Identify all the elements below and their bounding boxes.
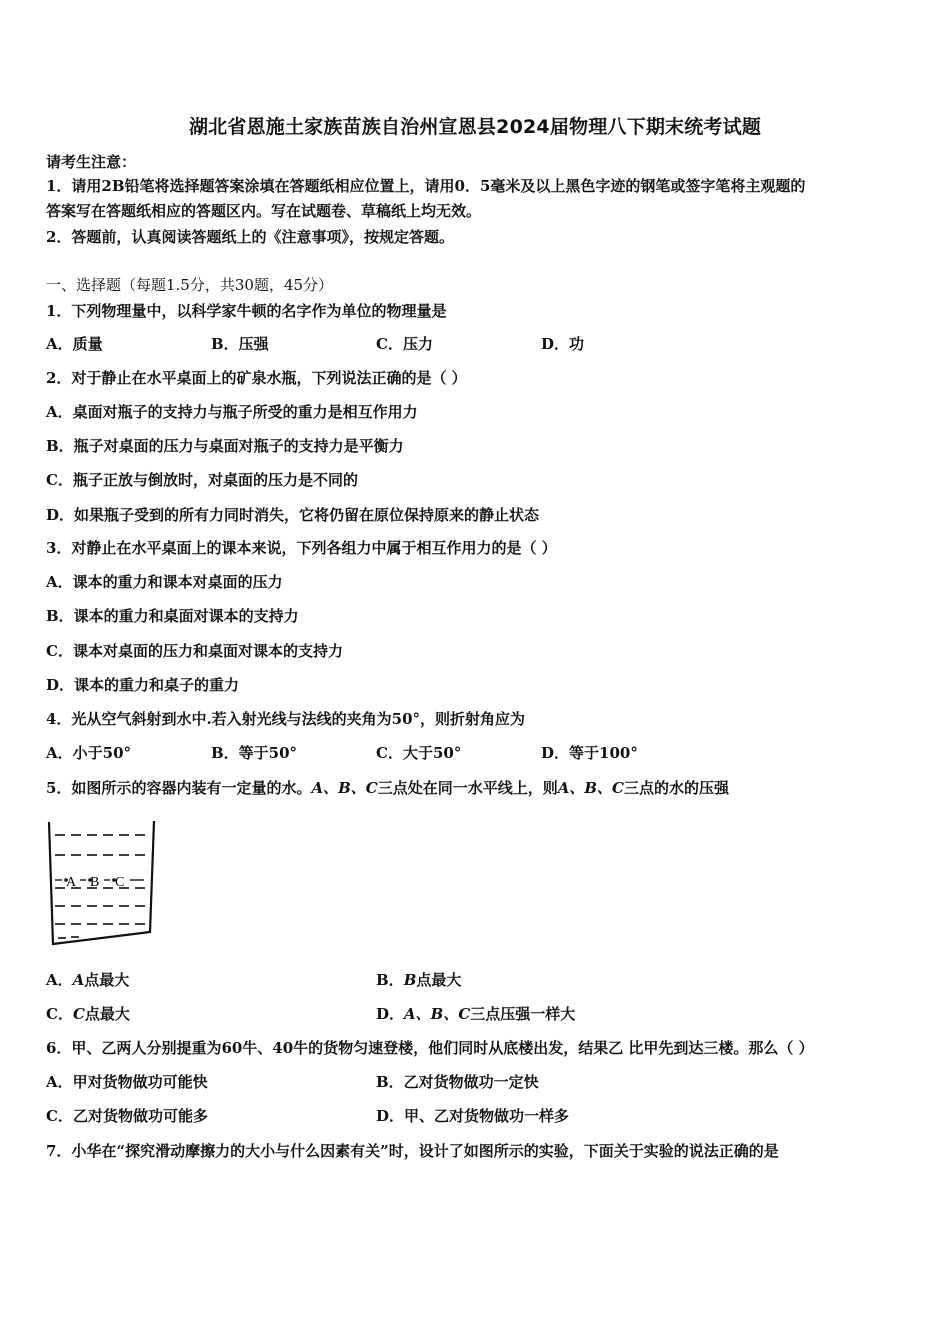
container-outline	[49, 821, 154, 944]
question-5-stem-post: 三点的水的压强	[624, 779, 730, 797]
notice-item-1-line-1: 1．请用2B铅笔将选择题答案涂填在答题纸相应位置上，请用0．5毫米及以上黑色字迹的钢笔或签字笔将主观题的	[46, 177, 806, 195]
question-2-option-d: D．如果瓶子受到的所有力同时消失，它将仍留在原位保持原来的静止状态	[46, 506, 540, 524]
point-b-label: B	[90, 875, 100, 890]
question-4-option-a: A．小于50°	[46, 744, 132, 762]
question-3-option-a: A．课本的重力和课本对桌面的压力	[46, 573, 283, 591]
question-5-option-a-letter: A．	[46, 971, 73, 989]
question-4-option-c: C．大于50°	[376, 744, 462, 762]
question-1-option-b: B．压强	[211, 335, 269, 353]
question-5-option-a-var: A	[72, 971, 85, 989]
question-1-stem: 1．下列物理量中，以科学家牛顿的名字作为单位的物理量是	[46, 302, 447, 320]
question-5-stem-mid: 三点处在同一水平线上，则	[377, 779, 558, 797]
question-2-option-b: B．瓶子对桌面的压力与桌面对瓶子的支持力是平衡力	[46, 437, 404, 455]
question-5-option-c-letter: C．	[46, 1005, 73, 1023]
question-4-option-d: D．等于100°	[541, 744, 638, 762]
question-6-option-c: C．乙对货物做功可能多	[46, 1107, 208, 1125]
question-5-option-d-letter: D．	[376, 1005, 405, 1023]
question-3-stem: 3．对静止在水平桌面上的课本来说，下列各组力中属于相互作用力的是（ ）	[46, 539, 557, 557]
section-heading: 一、选择题（每题1.5分，共30题，45分）	[46, 276, 334, 294]
question-5-option-d-text: 三点压强一样大	[470, 1005, 576, 1023]
question-5-stem	[46, 778, 729, 798]
question-3-option-c: C．课本对桌面的压力和桌面对课本的支持力	[46, 642, 343, 660]
question-2-stem: 2．对于静止在水平桌面上的矿泉水瓶，下列说法正确的是（ ）	[46, 369, 467, 387]
notice-item-2: 2．答题前，认真阅读答题纸上的《注意事项》，按规定答题。	[46, 228, 454, 246]
question-4-option-b: B．等于50°	[211, 744, 298, 762]
question-3-option-b: B．课本的重力和桌面对课本的支持力	[46, 607, 299, 625]
question-5-option-c	[46, 1004, 130, 1024]
question-5-points-1: A、B、C	[311, 779, 378, 797]
question-4-stem: 4．光从空气斜射到水中.若入射光线与法线的夹角为50°，则折射角应为	[46, 710, 526, 728]
question-5-option-a-text: 点最大	[84, 971, 130, 989]
question-5-stem-pre: 5．如图所示的容器内装有一定量的水。	[46, 779, 312, 797]
question-6-option-b: B．乙对货物做功一定快	[376, 1073, 539, 1091]
page-title: 湖北省恩施土家族苗族自治州宣恩县2024届物理八下期末统考试题	[188, 116, 762, 138]
question-5-option-a	[46, 970, 129, 990]
point-c-label: C	[115, 875, 125, 890]
question-1-option-a: A．质量	[46, 335, 103, 353]
question-5-option-b	[376, 970, 461, 990]
notice-heading: 请考生注意：	[46, 153, 137, 171]
question-5-option-d	[376, 1004, 575, 1024]
question-1-option-d: D．功	[541, 335, 585, 353]
question-6-option-a: A．甲对货物做功可能快	[46, 1073, 208, 1091]
question-5-points-2: A、B、C	[557, 779, 624, 797]
question-3-option-d: D．课本的重力和桌子的重力	[46, 676, 240, 694]
question-5-option-c-text: 点最大	[84, 1005, 130, 1023]
point-a-label: A	[66, 875, 77, 890]
question-5-option-d-var: A、B、C	[404, 1005, 471, 1023]
question-5-option-b-var: B	[403, 971, 417, 989]
question-2-option-c: C．瓶子正放与倒放时，对桌面的压力是不同的	[46, 471, 358, 489]
question-6-stem: 6．甲、乙两人分别提重为60牛、40牛的货物匀速登楼，他们同时从底楼出发，结果乙 比甲先到达三楼。那么（ ）	[46, 1039, 814, 1057]
question-6-option-d: D．甲、乙对货物做功一样多	[376, 1107, 570, 1125]
question-1-option-c: C．压力	[376, 335, 433, 353]
notice-item-1-line-2: 答案写在答题纸相应的答题区内。写在试题卷、草稿纸上均无效。	[46, 202, 482, 220]
question-5-option-c-var: C	[72, 1005, 85, 1023]
water-container-figure	[46, 818, 158, 950]
question-7-stem: 7．小华在“探究滑动摩擦力的大小与什么因素有关”时，设计了如图所示的实验，下面关于实验的说法正确的是	[46, 1142, 779, 1160]
question-5-option-b-text: 点最大	[416, 971, 462, 989]
question-5-option-b-letter: B．	[376, 971, 404, 989]
question-2-option-a: A．桌面对瓶子的支持力与瓶子所受的重力是相互作用力	[46, 403, 418, 421]
